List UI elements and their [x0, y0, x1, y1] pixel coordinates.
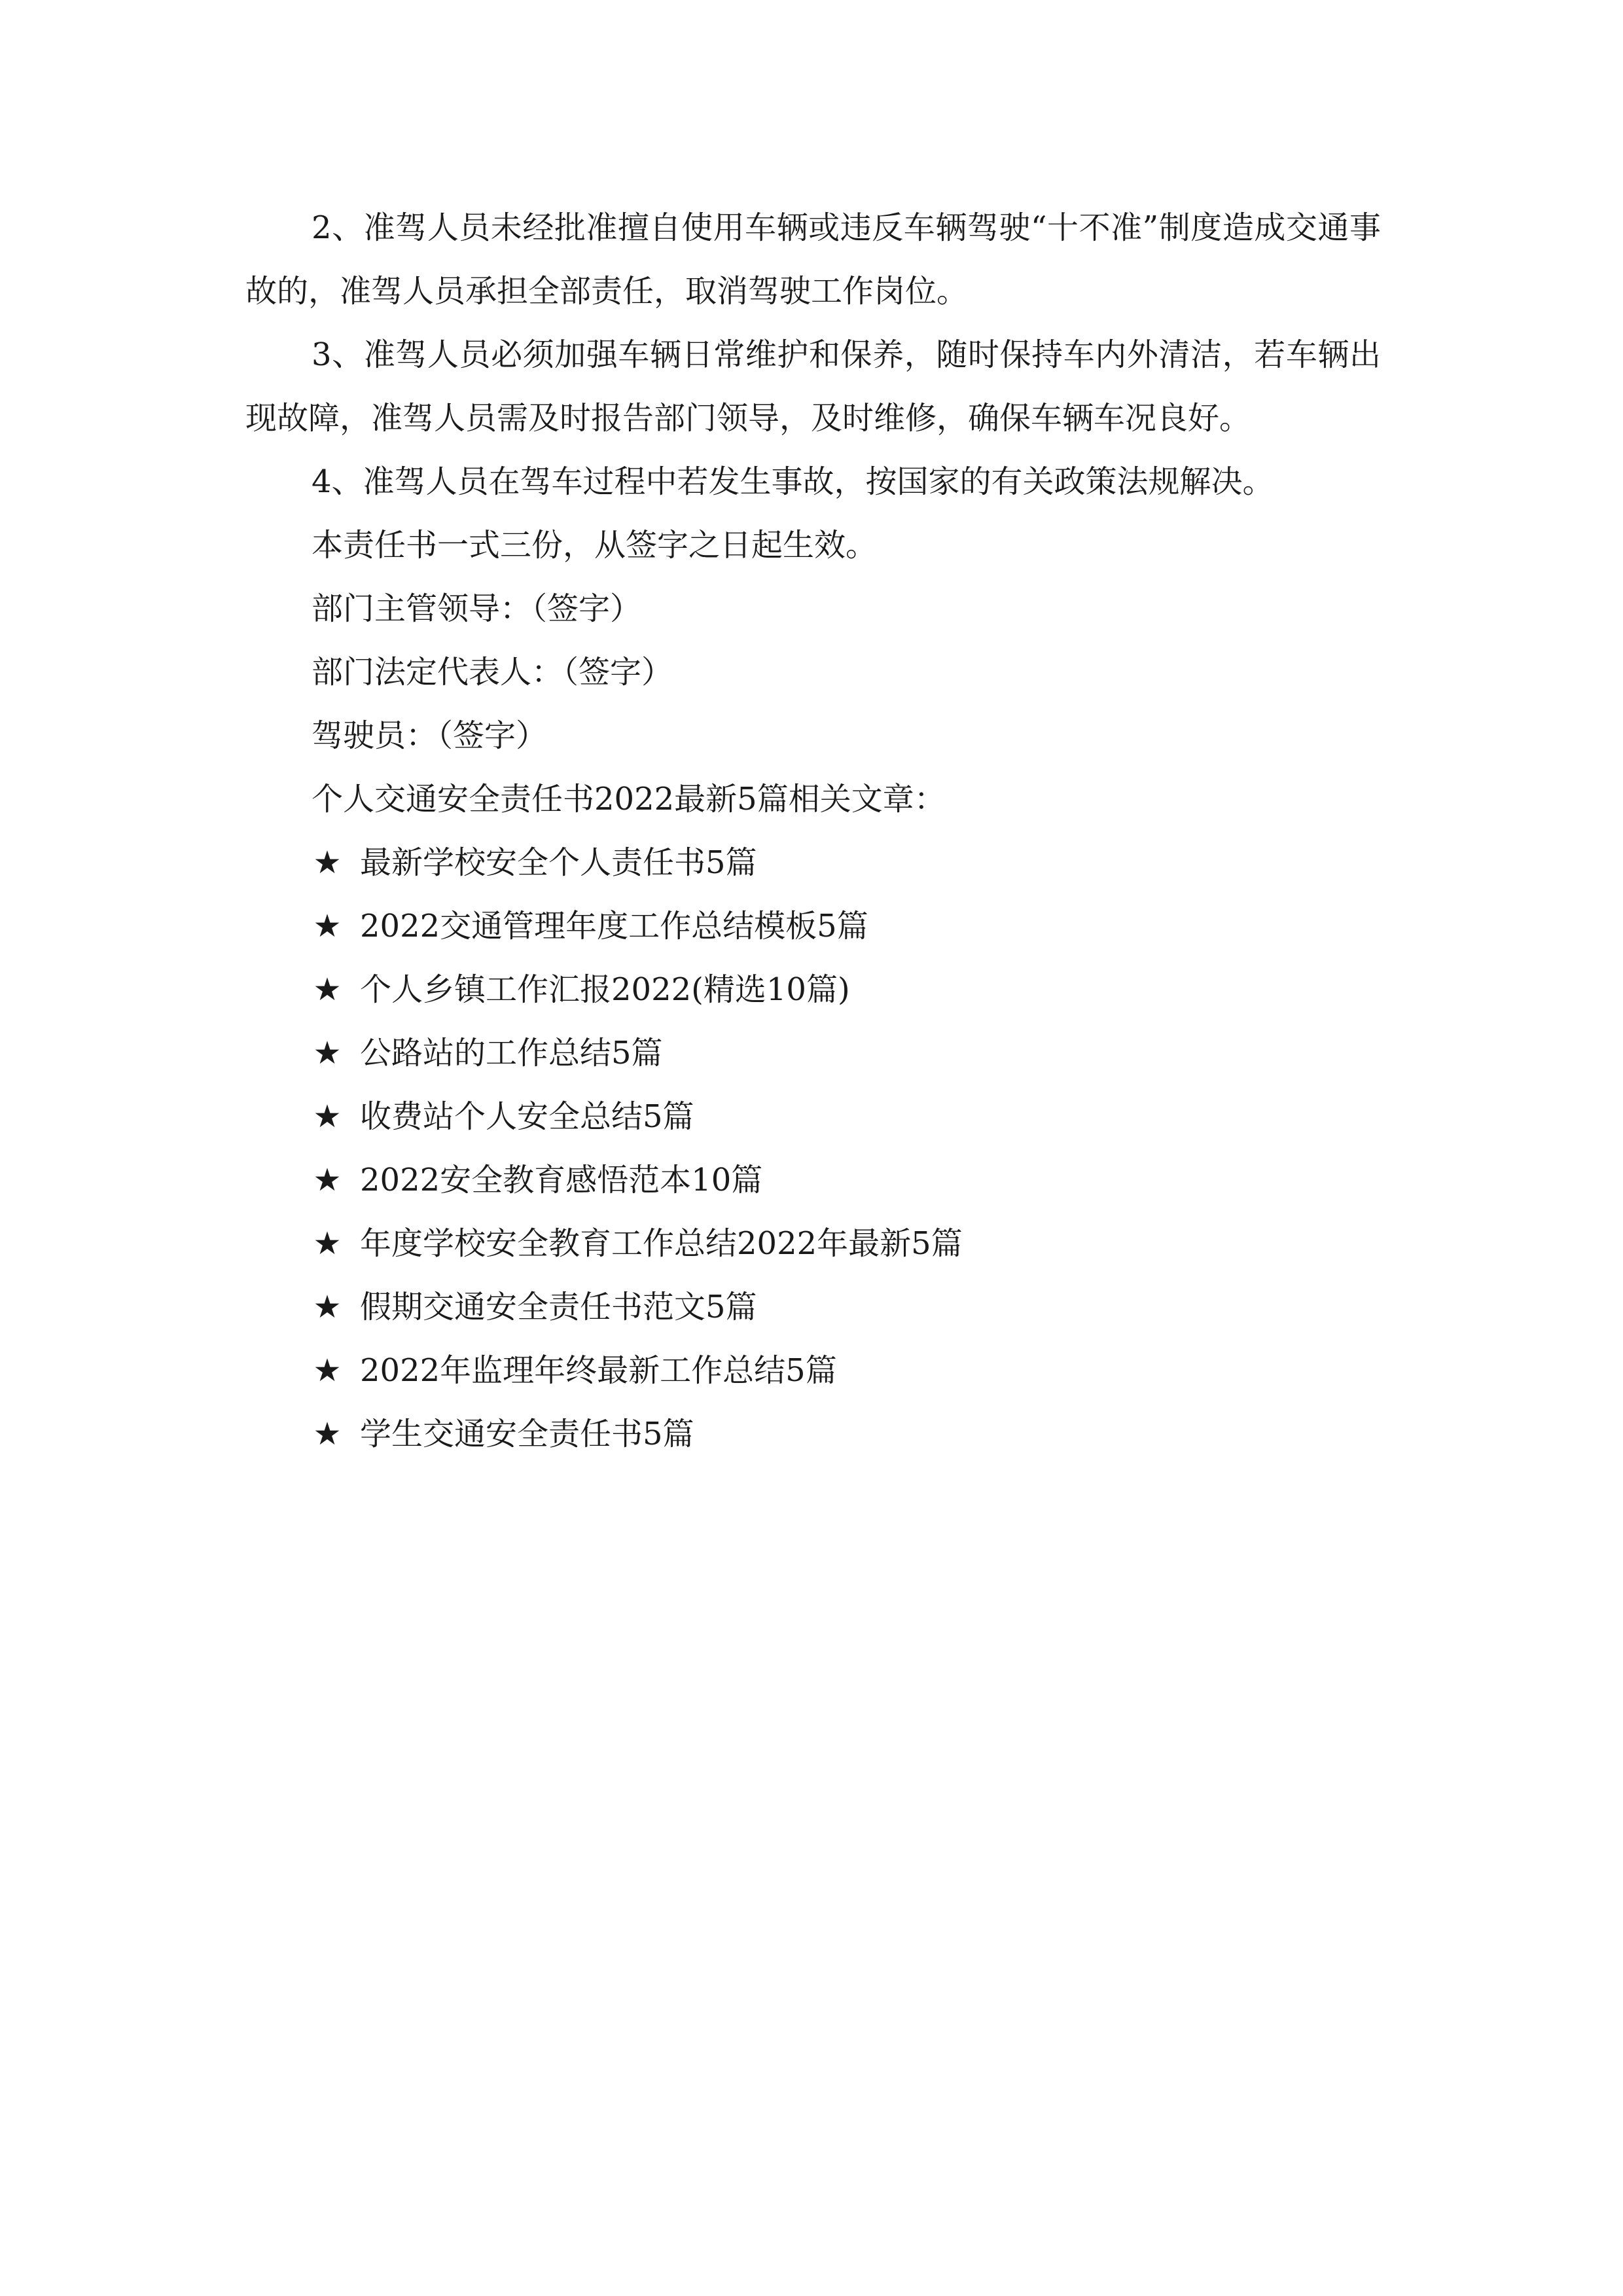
related-article-link[interactable] — [245, 1022, 1381, 1085]
related-article-link[interactable] — [245, 1149, 1381, 1212]
star-icon: ★ — [313, 971, 342, 1008]
related-article-link[interactable] — [245, 895, 1381, 958]
related-article-link[interactable] — [245, 958, 1381, 1022]
related-article-title: 2022交通管理年度工作总结模板5篇 — [360, 908, 868, 944]
clause-4: 4、准驾人员在驾车过程中若发生事故，按国家的有关政策法规解决。 — [312, 463, 1274, 500]
related-article-title: 2022安全教育感悟范本10篇 — [360, 1162, 763, 1198]
clause-3: 3、准驾人员必须加强车辆日常维护和保养，随时保持车内外清洁，若车辆出现故障，准驾人员需及时报告部门领导，及时维修，确保车辆车况良好。 — [245, 336, 1381, 437]
related-articles-list — [245, 831, 1381, 1466]
star-icon: ★ — [313, 1289, 342, 1325]
signature-department-leader: 部门主管领导：（签字） — [312, 590, 642, 627]
related-article-link[interactable] — [245, 1212, 1381, 1276]
clause-2: 2、准驾人员未经批准擅自使用车辆或违反车辆驾驶“十不准”制度造成交通事故的，准驾人员承担全部责任，取消驾驶工作岗位。 — [245, 209, 1381, 310]
related-article-title: 个人乡镇工作汇报2022(精选10篇) — [360, 971, 850, 1008]
star-icon: ★ — [313, 844, 342, 881]
validity-statement: 本责任书一式三份，从签字之日起生效。 — [312, 527, 878, 564]
star-icon: ★ — [313, 1416, 342, 1452]
related-article-link[interactable] — [245, 1403, 1381, 1466]
related-article-link[interactable] — [245, 1339, 1381, 1403]
related-article-title: 最新学校安全个人责任书5篇 — [360, 844, 757, 881]
related-article-link[interactable] — [245, 831, 1381, 895]
star-icon: ★ — [313, 908, 342, 944]
document-body — [245, 196, 1381, 1466]
star-icon: ★ — [313, 1098, 342, 1135]
related-article-title: 年度学校安全教育工作总结2022年最新5篇 — [360, 1225, 963, 1262]
related-article-title: 公路站的工作总结5篇 — [360, 1035, 663, 1071]
related-article-title: 假期交通安全责任书范文5篇 — [360, 1289, 757, 1325]
related-article-title: 学生交通安全责任书5篇 — [360, 1416, 694, 1452]
related-article-title: 收费站个人安全总结5篇 — [360, 1098, 694, 1135]
signature-driver: 驾驶员：（签字） — [312, 717, 548, 754]
star-icon: ★ — [313, 1162, 342, 1198]
star-icon: ★ — [313, 1225, 342, 1262]
star-icon: ★ — [313, 1035, 342, 1071]
signature-legal-representative: 部门法定代表人：（签字） — [312, 654, 673, 691]
related-article-title: 2022年监理年终最新工作总结5篇 — [360, 1352, 837, 1389]
related-article-link[interactable] — [245, 1085, 1381, 1149]
star-icon: ★ — [313, 1352, 342, 1389]
related-article-link[interactable] — [245, 1276, 1381, 1339]
related-articles-heading: 个人交通安全责任书2022最新5篇相关文章： — [312, 781, 946, 817]
